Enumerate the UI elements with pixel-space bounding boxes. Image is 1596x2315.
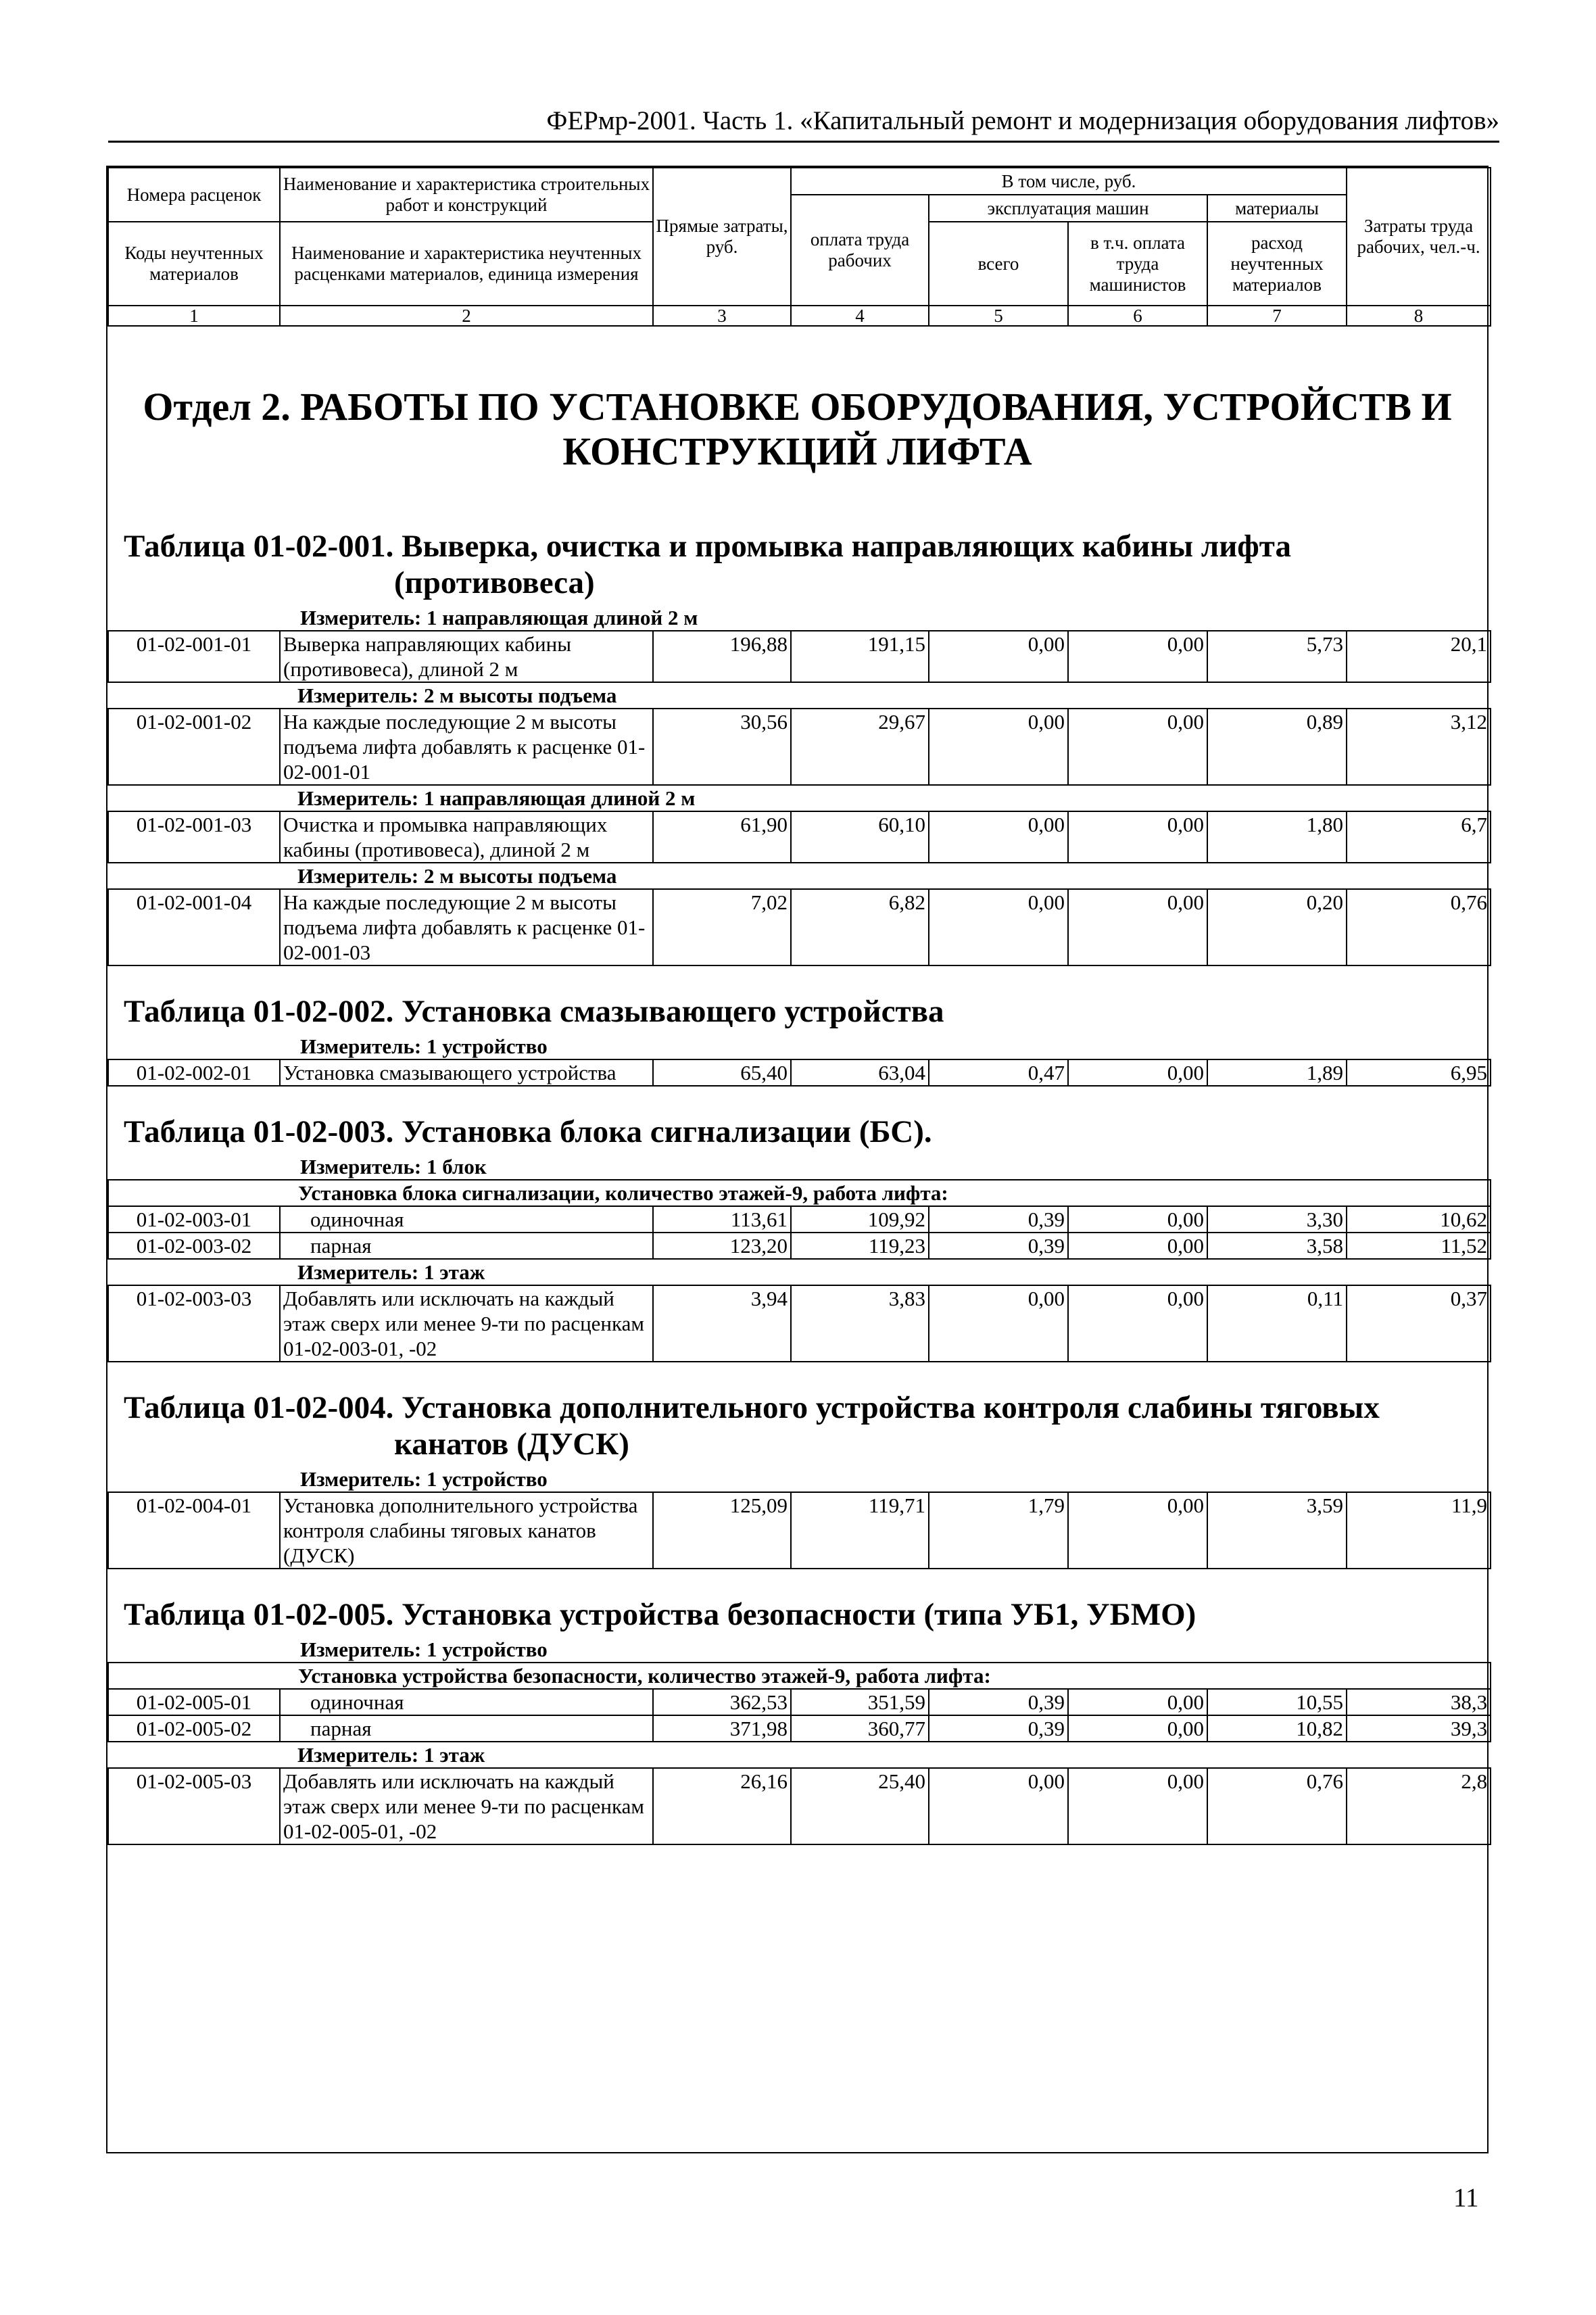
machinery-total: 0,00 [929, 709, 1068, 785]
materials: 1,89 [1207, 1059, 1347, 1086]
measure-unit: Измеритель: 2 м высоты подъема [108, 863, 1491, 889]
col-machinery: эксплуатация машин [929, 195, 1207, 222]
machinist-wages: 0,00 [1068, 1689, 1207, 1715]
table-row [108, 1206, 1491, 1233]
machinist-wages: 0,00 [1068, 1285, 1207, 1362]
rate-name: На каждые последующие 2 м высоты подъема лифта добавлять к расценке 01-02-001-01 [280, 709, 653, 785]
column-header [107, 167, 1491, 327]
table-row [108, 1715, 1491, 1742]
table-row [108, 889, 1491, 965]
wages: 3,83 [791, 1285, 929, 1362]
labor: 0,76 [1347, 889, 1491, 965]
machinist-wages: 0,00 [1068, 1492, 1207, 1569]
page-number: 11 [1453, 2183, 1479, 2212]
measure-unit: Измеритель: 1 устройство [300, 1467, 548, 1491]
wages: 60,10 [791, 811, 929, 863]
wages: 6,82 [791, 889, 929, 965]
machinery-total: 0,00 [929, 889, 1068, 965]
col-number: 7 [1207, 306, 1347, 326]
col-incl-wages: в т.ч. оплата труда машинистов [1068, 222, 1207, 306]
table-title: Таблица 01-02-005. Установка устройства безопасности (типа УБ1, УБМО) [124, 1597, 1196, 1632]
table-row [108, 709, 1491, 785]
col-name-unaccounted: Наименование и характеристика неучтенных расценками материалов, единица измерения [280, 222, 653, 306]
direct-costs: 7,02 [653, 889, 791, 965]
machinist-wages: 0,00 [1068, 709, 1207, 785]
rate-name: Выверка направляющих кабины (противовеса), длиной 2 м [280, 631, 653, 682]
rate-code: 01-02-002-01 [108, 1059, 280, 1086]
col-including: В том числе, руб. [791, 168, 1347, 195]
materials: 3,30 [1207, 1206, 1347, 1233]
col-wages: оплата труда рабочих [791, 195, 929, 306]
rate-code: 01-02-005-01 [108, 1689, 280, 1715]
materials: 0,76 [1207, 1768, 1347, 1844]
labor: 3,12 [1347, 709, 1491, 785]
measure-unit: Измеритель: 1 блок [300, 1155, 487, 1178]
rate-code: 01-02-001-04 [108, 889, 280, 965]
rate-code: 01-02-001-03 [108, 811, 280, 863]
machinery-total: 1,79 [929, 1492, 1068, 1569]
col-rate-numbers: Номера расценок [108, 168, 280, 222]
col-number: 1 [108, 306, 280, 326]
work-condition: Установка блока сигнализации, количество этажей-9, работа лифта: [108, 1180, 1491, 1206]
direct-costs: 3,94 [653, 1285, 791, 1362]
machinery-total: 0,39 [929, 1715, 1068, 1742]
materials: 0,11 [1207, 1285, 1347, 1362]
table-row [108, 1285, 1491, 1362]
machinery-total: 0,39 [929, 1206, 1068, 1233]
measure-unit: Измеритель: 1 направляющая длиной 2 м [300, 606, 698, 629]
machinist-wages: 0,00 [1068, 1059, 1207, 1086]
wages: 360,77 [791, 1715, 929, 1742]
wages: 119,71 [791, 1492, 929, 1569]
machinist-wages: 0,00 [1068, 1206, 1207, 1233]
col-number: 5 [929, 306, 1068, 326]
wages: 109,92 [791, 1206, 929, 1233]
machinery-total: 0,00 [929, 1768, 1068, 1844]
table-title-text: Таблица 01-02-004. Установка дополнительного устройства контроля слабины тяговых [124, 1390, 1380, 1425]
col-codes: Коды неучтенных материалов [108, 222, 280, 306]
rate-name: одиночная [280, 1206, 653, 1233]
materials: 10,55 [1207, 1689, 1347, 1715]
table-row [108, 1689, 1491, 1715]
table-title-text: Таблица 01-02-001. Выверка, очистка и промывка направляющих кабины лифта [124, 529, 1291, 564]
labor: 39,3 [1347, 1715, 1491, 1742]
machinery-total: 0,39 [929, 1689, 1068, 1715]
machinist-wages: 0,00 [1068, 1715, 1207, 1742]
rate-name: Установка дополнительного устройства контроля слабины тяговых канатов (ДУСК) [280, 1492, 653, 1569]
labor: 6,95 [1347, 1059, 1491, 1086]
rate-name: Очистка и промывка направляющих кабины (противовеса), длиной 2 м [280, 811, 653, 863]
labor: 38,3 [1347, 1689, 1491, 1715]
rate-code: 01-02-005-02 [108, 1715, 280, 1742]
section-title: Отдел 2. РАБОТЫ ПО УСТАНОВКЕ ОБОРУДОВАНИЯ, УСТРОЙСТВ И КОНСТРУКЦИЙ ЛИФТА [143, 385, 1452, 473]
rate-name: одиночная [280, 1689, 653, 1715]
rate-code: 01-02-001-02 [108, 709, 280, 785]
labor: 11,52 [1347, 1233, 1491, 1259]
work-condition: Установка устройства безопасности, количество этажей-9, работа лифта: [108, 1663, 1491, 1689]
machinery-total: 0,00 [929, 631, 1068, 682]
table-title: Таблица 01-02-003. Установка блока сигнализации (БС). [124, 1114, 932, 1149]
rate-code: 01-02-003-02 [108, 1233, 280, 1259]
materials: 10,82 [1207, 1715, 1347, 1742]
wages: 191,15 [791, 631, 929, 682]
direct-costs: 30,56 [653, 709, 791, 785]
page-header: ФЕРмр-2001. Часть 1. «Капитальный ремонт и модернизация оборудования лифтов» [108, 101, 1499, 143]
table-title-text: канатов (ДУСК) [394, 1427, 629, 1462]
col-number: 2 [280, 306, 653, 326]
wages: 119,23 [791, 1233, 929, 1259]
measure-unit: Измеритель: 1 этаж [108, 1742, 1491, 1768]
direct-costs: 123,20 [653, 1233, 791, 1259]
materials: 3,58 [1207, 1233, 1347, 1259]
col-number: 4 [791, 306, 929, 326]
rates-table [107, 1179, 1491, 1362]
rate-name: На каждые последующие 2 м высоты подъема лифта добавлять к расценке 01-02-001-03 [280, 889, 653, 965]
rate-name: парная [280, 1715, 653, 1742]
col-number: 6 [1068, 306, 1207, 326]
rates-table [107, 630, 1491, 966]
machinist-wages: 0,00 [1068, 811, 1207, 863]
rate-code: 01-02-004-01 [108, 1492, 280, 1569]
measure-unit: Измеритель: 1 этаж [108, 1259, 1491, 1285]
table-row [108, 811, 1491, 863]
rate-name: Добавлять или исключать на каждый этаж сверх или менее 9-ти по расценкам 01-02-005-01, -02 [280, 1768, 653, 1844]
direct-costs: 371,98 [653, 1715, 791, 1742]
labor: 10,62 [1347, 1206, 1491, 1233]
rate-name: Установка смазывающего устройства [280, 1059, 653, 1086]
col-number: 3 [653, 306, 791, 326]
rate-name: парная [280, 1233, 653, 1259]
machinery-total: 0,47 [929, 1059, 1068, 1086]
machinery-total: 0,39 [929, 1233, 1068, 1259]
direct-costs: 26,16 [653, 1768, 791, 1844]
direct-costs: 65,40 [653, 1059, 791, 1086]
rates-table-frame [106, 166, 1489, 2153]
wages: 29,67 [791, 709, 929, 785]
rate-name: Добавлять или исключать на каждый этаж сверх или менее 9-ти по расценкам 01-02-003-01, -02 [280, 1285, 653, 1362]
materials: 0,89 [1207, 709, 1347, 785]
wages: 63,04 [791, 1059, 929, 1086]
rate-code: 01-02-003-03 [108, 1285, 280, 1362]
wages: 351,59 [791, 1689, 929, 1715]
direct-costs: 196,88 [653, 631, 791, 682]
col-materials: материалы [1207, 195, 1347, 222]
rates-table [107, 1662, 1491, 1845]
col-labor: Затраты труда рабочих, чел.-ч. [1347, 168, 1491, 306]
rate-code: 01-02-005-03 [108, 1768, 280, 1844]
materials: 0,20 [1207, 889, 1347, 965]
measure-unit: Измеритель: 1 устройство [300, 1034, 548, 1058]
labor: 2,8 [1347, 1768, 1491, 1844]
measure-unit: Измеритель: 1 направляющая длиной 2 м [108, 785, 1491, 811]
labor: 6,7 [1347, 811, 1491, 863]
direct-costs: 125,09 [653, 1492, 791, 1569]
measure-unit: Измеритель: 2 м высоты подъема [108, 682, 1491, 709]
col-unaccounted: расход неучтенных материалов [1207, 222, 1347, 306]
wages: 25,40 [791, 1768, 929, 1844]
table-row [108, 1233, 1491, 1259]
table-title: Таблица 01-02-002. Установка смазывающего устройства [124, 994, 944, 1029]
labor: 11,9 [1347, 1492, 1491, 1569]
table-row [108, 1492, 1491, 1569]
col-direct-costs: Прямые затраты, руб. [653, 168, 791, 306]
machinist-wages: 0,00 [1068, 1768, 1207, 1844]
materials: 1,80 [1207, 811, 1347, 863]
materials: 5,73 [1207, 631, 1347, 682]
machinery-total: 0,00 [929, 811, 1068, 863]
rate-code: 01-02-003-01 [108, 1206, 280, 1233]
table-row [108, 1059, 1491, 1086]
table-title [124, 1389, 1487, 1462]
direct-costs: 61,90 [653, 811, 791, 863]
materials: 3,59 [1207, 1492, 1347, 1569]
labor: 0,37 [1347, 1285, 1491, 1362]
measure-unit: Измеритель: 1 устройство [300, 1638, 548, 1661]
rates-table [107, 1059, 1491, 1087]
machinist-wages: 0,00 [1068, 1233, 1207, 1259]
rate-code: 01-02-001-01 [108, 631, 280, 682]
machinist-wages: 0,00 [1068, 889, 1207, 965]
col-machinery-total: всего [929, 222, 1068, 306]
col-name: Наименование и характеристика строительных работ и конструкций [280, 168, 653, 222]
direct-costs: 113,61 [653, 1206, 791, 1233]
machinist-wages: 0,00 [1068, 631, 1207, 682]
machinery-total: 0,00 [929, 1285, 1068, 1362]
table-title [124, 528, 1487, 601]
col-number: 8 [1347, 306, 1491, 326]
rates-table [107, 1491, 1491, 1569]
table-row [108, 631, 1491, 682]
labor: 20,1 [1347, 631, 1491, 682]
table-row [108, 1768, 1491, 1844]
direct-costs: 362,53 [653, 1689, 791, 1715]
table-title-text: (противовеса) [394, 565, 595, 600]
